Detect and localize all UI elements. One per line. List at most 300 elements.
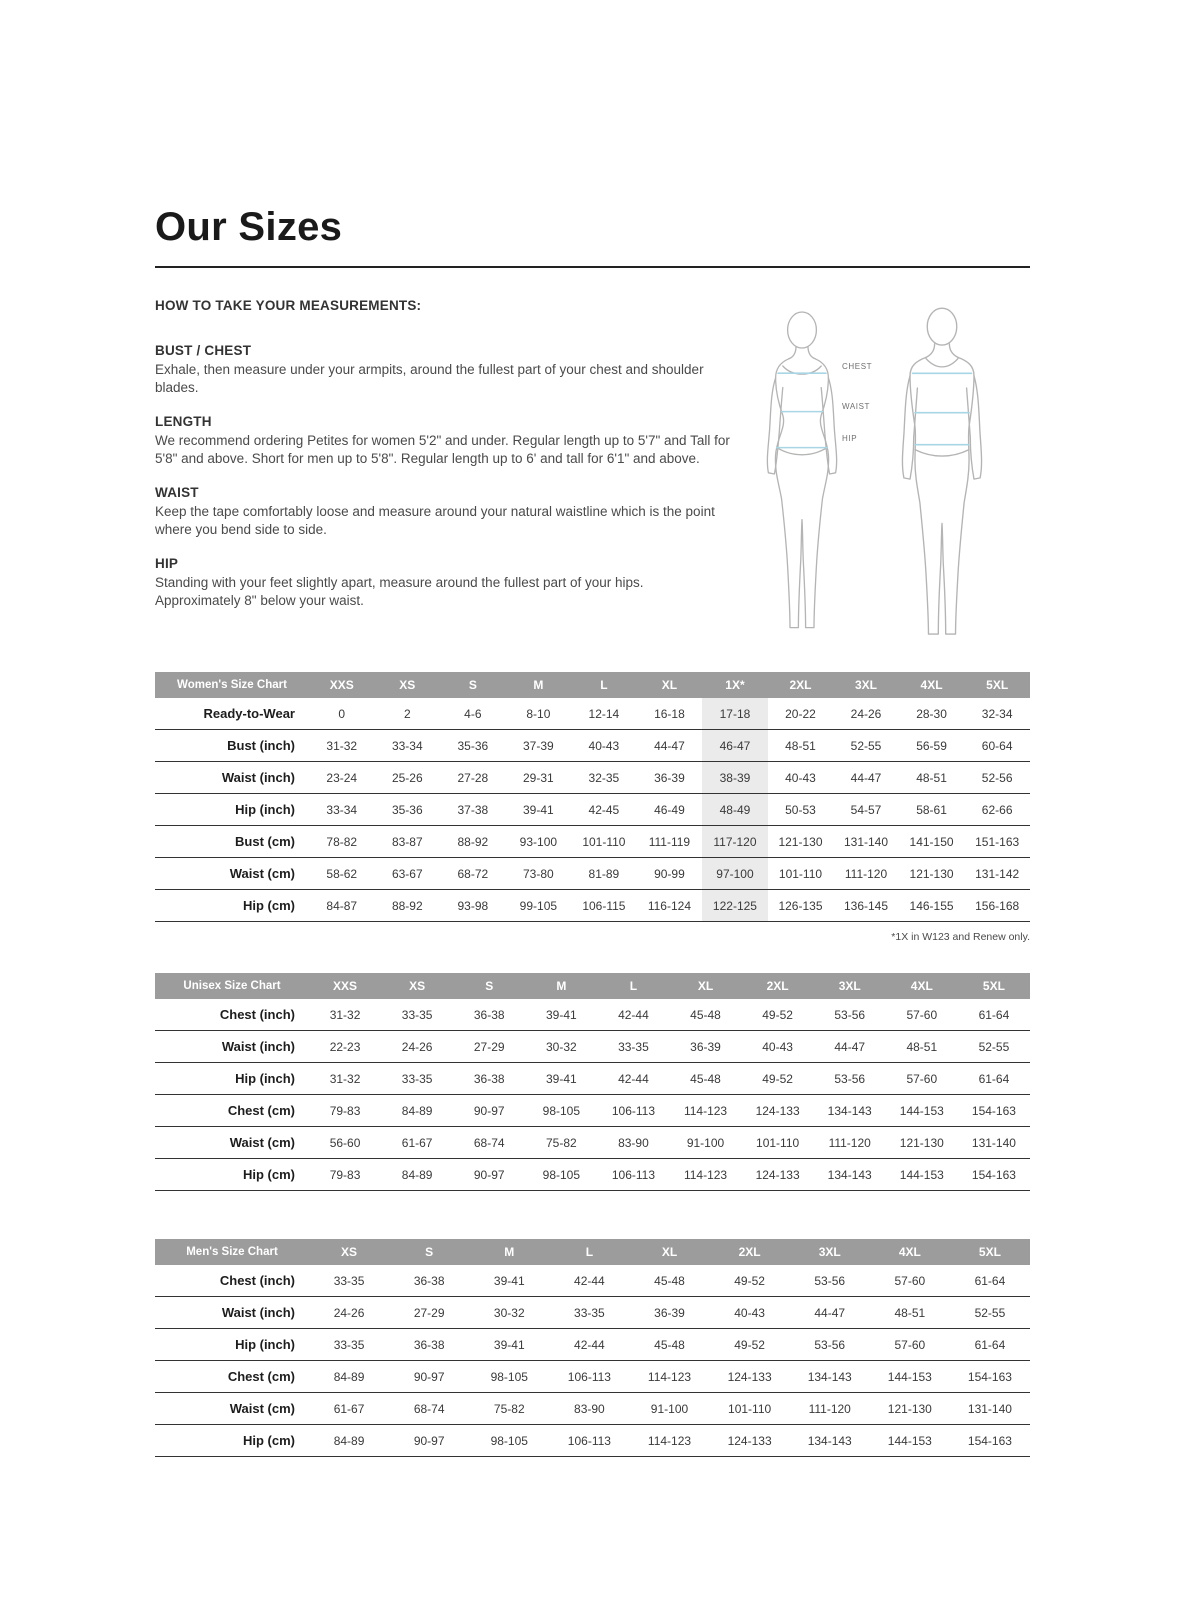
size-cell: 97-100: [702, 858, 768, 890]
mens-size-chart-section: [155, 1239, 1030, 1457]
measurement-section: [155, 414, 730, 468]
size-cell: 134-143: [807, 1433, 852, 1448]
size-cell: 22-23: [329, 1039, 361, 1054]
size-column-header: XL: [669, 973, 741, 999]
table-row: [155, 1265, 1030, 1297]
size-column-header: XS: [381, 973, 453, 999]
size-cell: 62-66: [981, 802, 1013, 817]
size-cell: 121-130: [899, 1135, 944, 1150]
size-cell: 40-43: [734, 1305, 765, 1320]
size-cell: 35-36: [391, 802, 423, 817]
row-label: Hip (inch): [235, 1071, 295, 1086]
instructions-list: [155, 343, 730, 610]
size-cell: 144-153: [887, 1433, 932, 1448]
table-row: [155, 730, 1030, 762]
size-cell: 49-52: [734, 1273, 765, 1288]
size-cell: 30-32: [545, 1039, 577, 1054]
size-cell: 111-120: [844, 866, 888, 881]
size-cell: 45-48: [654, 1273, 685, 1288]
size-cell: 17-18: [702, 698, 768, 730]
size-column-header: M: [506, 672, 572, 698]
hip-label: HIP: [842, 434, 858, 443]
female-figure-outline: [767, 312, 836, 628]
size-cell: 116-124: [647, 898, 691, 913]
row-label: Chest (cm): [227, 1369, 295, 1384]
size-cell: 121-130: [887, 1401, 932, 1416]
size-cell: 84-87: [326, 898, 358, 913]
size-cell: 121-130: [909, 866, 954, 881]
size-cell: 50-53: [785, 802, 816, 817]
size-cell: 48-51: [906, 1039, 938, 1054]
measurement-intro-section: [155, 298, 1030, 650]
size-column-header: 3XL: [833, 672, 899, 698]
size-cell: 106-115: [582, 898, 626, 913]
size-column-header: L: [549, 1239, 629, 1265]
size-cell: 146-155: [909, 898, 954, 913]
size-cell: 90-97: [473, 1167, 505, 1182]
size-cell: 101-110: [778, 866, 823, 881]
size-cell: 53-56: [814, 1337, 846, 1352]
size-column-header: 4XL: [886, 973, 958, 999]
size-cell: 98-105: [490, 1433, 528, 1448]
size-cell: 99-105: [519, 898, 558, 913]
size-cell: 40-43: [762, 1039, 793, 1054]
size-cell: 46-47: [702, 730, 768, 762]
size-cell: 37-38: [457, 802, 489, 817]
size-cell: 40-43: [785, 770, 816, 785]
table-row: [155, 999, 1030, 1031]
size-cell: 49-52: [762, 1007, 793, 1022]
unisex-size-chart-section: [155, 973, 1030, 1191]
size-cell: 58-61: [916, 802, 947, 817]
size-cell: 156-168: [975, 898, 1020, 913]
size-cell: 33-34: [391, 738, 423, 753]
measurement-section: [155, 343, 730, 397]
size-cell: 114-123: [683, 1167, 728, 1182]
size-cell: 101-110: [728, 1401, 772, 1416]
mens-size-chart-table: [155, 1239, 1030, 1457]
size-column-header: XL: [637, 672, 703, 698]
size-cell: 83-90: [618, 1135, 649, 1150]
row-label: Waist (cm): [229, 866, 295, 881]
measurement-section-title: BUST / CHEST: [155, 343, 252, 358]
row-label: Hip (cm): [243, 1433, 295, 1448]
size-cell: 79-83: [329, 1103, 361, 1118]
row-label: Bust (cm): [235, 834, 295, 849]
size-cell: 106-113: [567, 1433, 611, 1448]
row-label: Chest (cm): [227, 1103, 295, 1118]
size-column-header: 4XL: [899, 672, 965, 698]
table-title: Unisex Size Chart: [155, 973, 309, 999]
size-cell: 88-92: [457, 834, 489, 849]
row-label: Waist (inch): [221, 1305, 295, 1320]
row-label: Hip (cm): [243, 1167, 295, 1182]
size-cell: 68-74: [413, 1401, 445, 1416]
size-column-header: 2XL: [768, 672, 834, 698]
size-cell: 2: [403, 706, 411, 721]
size-cell: 49-52: [734, 1337, 765, 1352]
size-cell: 93-100: [519, 834, 558, 849]
size-cell: 90-97: [413, 1433, 445, 1448]
size-cell: 124-133: [727, 1369, 772, 1384]
size-cell: 90-97: [473, 1103, 505, 1118]
table-row: [155, 1393, 1030, 1425]
size-column-header: XL: [629, 1239, 709, 1265]
size-cell: 53-56: [834, 1071, 866, 1086]
size-cell: 75-82: [493, 1401, 525, 1416]
size-column-header: 5XL: [950, 1239, 1030, 1265]
size-cell: 42-44: [574, 1337, 605, 1352]
size-cell: 42-44: [574, 1273, 605, 1288]
size-cell: 36-38: [473, 1071, 505, 1086]
size-cell: 68-72: [457, 866, 489, 881]
size-column-header: S: [453, 973, 525, 999]
size-cell: 30-32: [493, 1305, 525, 1320]
size-cell: 83-90: [574, 1401, 605, 1416]
size-cell: 141-150: [909, 834, 954, 849]
size-cell: 25-26: [391, 770, 423, 785]
row-label: Hip (inch): [235, 802, 295, 817]
measurement-section-text: Keep the tape comfortably loose and measure around your natural waistline which is the point where you bend side to side.: [155, 503, 715, 537]
size-cell: 111-120: [828, 1135, 871, 1150]
size-cell: 20-22: [785, 706, 816, 721]
row-label: Chest (inch): [219, 1273, 295, 1288]
size-cell: 131-140: [967, 1401, 1012, 1416]
row-label: Ready-to-Wear: [203, 706, 295, 721]
table-row: [155, 762, 1030, 794]
size-cell: 91-100: [650, 1401, 689, 1416]
row-label: Waist (cm): [229, 1135, 295, 1150]
size-cell: 60-64: [981, 738, 1013, 753]
size-cell: 114-123: [647, 1369, 692, 1384]
size-cell: 106-113: [567, 1369, 611, 1384]
size-cell: 106-113: [611, 1167, 655, 1182]
size-cell: 42-44: [618, 1007, 649, 1022]
size-column-header: XXS: [309, 973, 381, 999]
size-cell: 81-89: [588, 866, 620, 881]
size-cell: 48-49: [702, 794, 768, 826]
size-cell: 90-97: [413, 1369, 445, 1384]
size-cell: 61-64: [978, 1071, 1010, 1086]
size-cell: 48-51: [785, 738, 816, 753]
size-cell: 154-163: [971, 1167, 1016, 1182]
table-row: [155, 1159, 1030, 1191]
size-cell: 33-35: [333, 1337, 365, 1352]
size-cell: 58-62: [326, 866, 358, 881]
row-label: Chest (inch): [219, 1007, 295, 1022]
size-cell: 114-123: [647, 1433, 692, 1448]
size-cell: 39-41: [545, 1071, 577, 1086]
size-cell: 154-163: [967, 1433, 1012, 1448]
size-column-header: S: [440, 672, 506, 698]
size-cell: 24-26: [401, 1039, 433, 1054]
size-cell: 111-119: [648, 834, 691, 849]
size-cell: 38-39: [702, 762, 768, 794]
waist-label: WAIST: [842, 402, 871, 411]
size-cell: 33-35: [401, 1007, 433, 1022]
size-cell: 33-35: [574, 1305, 605, 1320]
size-column-header: XXS: [309, 672, 375, 698]
womens-chart-footnote: *1X in W123 and Renew only.: [891, 931, 1030, 943]
size-cell: 134-143: [827, 1103, 872, 1118]
size-cell: 12-14: [588, 706, 620, 721]
size-cell: 31-32: [326, 738, 358, 753]
size-column-header: XS: [309, 1239, 389, 1265]
body-figures-illustration: [730, 300, 1030, 650]
size-cell: 54-57: [850, 802, 882, 817]
row-label: Waist (inch): [221, 1039, 295, 1054]
size-column-header: 5XL: [958, 973, 1030, 999]
size-cell: 45-48: [690, 1071, 721, 1086]
size-cell: 33-35: [333, 1273, 365, 1288]
size-cell: 93-98: [457, 898, 489, 913]
body-measurement-diagram: [730, 300, 1030, 650]
size-cell: 24-26: [850, 706, 882, 721]
size-cell: 57-60: [894, 1337, 926, 1352]
table-row: [155, 1297, 1030, 1329]
size-cell: 56-60: [329, 1135, 361, 1150]
size-guide-page: [155, 0, 1030, 1457]
size-cell: 32-34: [981, 706, 1013, 721]
womens-size-chart-section: [155, 672, 1030, 943]
table-row: [155, 858, 1030, 890]
size-cell: 84-89: [401, 1167, 433, 1182]
table-row: [155, 1127, 1030, 1159]
size-cell: 79-83: [329, 1167, 361, 1182]
size-cell: 52-55: [850, 738, 882, 753]
size-cell: 40-43: [588, 738, 620, 753]
size-cell: 33-34: [326, 802, 358, 817]
size-cell: 106-113: [611, 1103, 655, 1118]
table-header-row: [155, 672, 1030, 698]
size-cell: 63-67: [391, 866, 423, 881]
size-cell: 73-80: [523, 866, 554, 881]
size-column-header: L: [597, 973, 669, 999]
size-cell: 52-56: [981, 770, 1013, 785]
size-cell: 136-145: [843, 898, 889, 913]
size-cell: 32-35: [588, 770, 620, 785]
size-cell: 52-55: [978, 1039, 1010, 1054]
size-cell: 57-60: [894, 1273, 926, 1288]
size-cell: 16-18: [654, 706, 685, 721]
size-cell: 154-163: [971, 1103, 1016, 1118]
measurement-section-title: LENGTH: [155, 413, 212, 429]
size-cell: 44-47: [850, 770, 882, 785]
size-column-header: M: [469, 1239, 549, 1265]
size-cell: 29-31: [523, 770, 554, 785]
size-cell: 88-92: [391, 898, 423, 913]
measurement-section: [155, 556, 730, 610]
table-header-row: [155, 973, 1030, 999]
size-cell: 144-153: [887, 1369, 932, 1384]
title-divider: [155, 266, 1030, 268]
size-cell: 75-82: [545, 1135, 577, 1150]
size-cell: 91-100: [686, 1135, 725, 1150]
table-row: [155, 1063, 1030, 1095]
male-measure-lines: [912, 373, 971, 444]
size-column-header: 2XL: [742, 973, 814, 999]
size-cell: 98-105: [542, 1103, 581, 1118]
size-cell: 121-130: [778, 834, 823, 849]
size-cell: 151-163: [975, 834, 1020, 849]
row-label: Waist (inch): [221, 770, 295, 785]
size-cell: 57-60: [906, 1007, 938, 1022]
table-row: [155, 1361, 1030, 1393]
table-row: [155, 698, 1030, 730]
size-cell: 101-110: [582, 834, 626, 849]
table-title: Women's Size Chart: [155, 672, 309, 698]
size-cell: 39-41: [523, 802, 554, 817]
size-cell: 126-135: [778, 898, 823, 913]
size-cell: 36-39: [690, 1039, 721, 1054]
table-row: [155, 1031, 1030, 1063]
size-cell: 27-28: [457, 770, 489, 785]
size-cell: 131-142: [975, 866, 1020, 881]
measurement-section-text: Standing with your feet slightly apart, measure around the fullest part of your hips. Approximately 8" below your waist.: [155, 574, 644, 608]
size-cell: 61-67: [333, 1401, 365, 1416]
size-cell: 101-110: [756, 1135, 800, 1150]
size-cell: 28-30: [916, 706, 947, 721]
size-cell: 33-35: [618, 1039, 649, 1054]
measurement-section-text: We recommend ordering Petites for women 5'2" and under. Regular length up to 5'7" and Tall for 5'8" and above. Short for men up to 5'8". Regular length up to 6' and tall for 6'1" and above.: [155, 432, 730, 466]
size-cell: 0: [338, 706, 346, 721]
size-cell: 144-153: [899, 1167, 944, 1182]
table-row: [155, 1329, 1030, 1361]
size-cell: 36-38: [413, 1337, 445, 1352]
size-cell: 39-41: [493, 1337, 525, 1352]
measurement-section-title: WAIST: [155, 484, 199, 500]
size-cell: 61-64: [974, 1273, 1006, 1288]
table-row: [155, 826, 1030, 858]
size-cell: 78-82: [326, 834, 358, 849]
size-cell: 68-74: [473, 1135, 505, 1150]
size-cell: 114-123: [683, 1103, 728, 1118]
size-cell: 24-26: [333, 1305, 365, 1320]
page-title: Our Sizes: [155, 205, 343, 249]
size-cell: 36-38: [413, 1273, 445, 1288]
size-column-header: M: [525, 973, 597, 999]
measurement-section-text: Exhale, then measure under your armpits, around the fullest part of your chest and shoulder blades.: [155, 362, 704, 395]
size-cell: 42-45: [588, 802, 620, 817]
size-cell: 57-60: [906, 1071, 938, 1086]
size-cell: 42-44: [618, 1071, 649, 1086]
size-cell: 134-143: [807, 1369, 852, 1384]
size-cell: 98-105: [542, 1167, 581, 1182]
size-cell: 35-36: [457, 738, 489, 753]
size-cell: 61-64: [974, 1337, 1006, 1352]
size-cell: 31-32: [329, 1071, 361, 1086]
table-row: [155, 1095, 1030, 1127]
size-cell: 44-47: [654, 738, 685, 753]
size-cell: 83-87: [391, 834, 423, 849]
size-column-header: L: [571, 672, 637, 698]
size-cell: 45-48: [690, 1007, 721, 1022]
row-label: Hip (cm): [243, 898, 295, 913]
size-cell: 23-24: [326, 770, 358, 785]
chest-label: CHEST: [842, 362, 873, 371]
size-cell: 131-140: [843, 834, 889, 849]
size-cell: 111-120: [808, 1401, 851, 1416]
row-label: Bust (inch): [227, 738, 295, 753]
size-cell: 56-59: [916, 738, 947, 753]
measurement-section-title: HIP: [155, 555, 179, 571]
size-cell: 98-105: [490, 1369, 528, 1384]
size-cell: 144-153: [899, 1103, 944, 1118]
row-label: Waist (cm): [229, 1401, 295, 1416]
measurement-section: [155, 485, 730, 539]
size-cell: 31-32: [329, 1007, 361, 1022]
size-cell: 36-39: [654, 1305, 685, 1320]
size-cell: 53-56: [834, 1007, 866, 1022]
size-cell: 44-47: [814, 1305, 846, 1320]
size-column-header: 3XL: [814, 973, 886, 999]
size-cell: 39-41: [493, 1273, 525, 1288]
size-cell: 49-52: [762, 1071, 793, 1086]
size-cell: 36-38: [473, 1007, 505, 1022]
size-cell: 45-48: [654, 1337, 685, 1352]
table-title: Men's Size Chart: [155, 1239, 309, 1265]
size-cell: 154-163: [967, 1369, 1012, 1384]
size-cell: 134-143: [827, 1167, 872, 1182]
table-row: [155, 794, 1030, 826]
size-cell: 52-55: [974, 1305, 1006, 1320]
size-cell: 44-47: [834, 1039, 866, 1054]
size-cell: 124-133: [755, 1103, 800, 1118]
size-cell: 27-29: [413, 1305, 445, 1320]
size-column-header: 5XL: [964, 672, 1030, 698]
size-cell: 124-133: [755, 1167, 800, 1182]
measurement-instructions: [155, 298, 730, 627]
size-cell: 46-49: [654, 802, 685, 817]
table-row: [155, 1425, 1030, 1457]
size-cell: 84-89: [333, 1369, 365, 1384]
size-cell: 48-51: [916, 770, 947, 785]
unisex-size-chart-table: [155, 973, 1030, 1191]
size-cell: 27-29: [473, 1039, 505, 1054]
size-cell: 33-35: [401, 1071, 433, 1086]
size-column-header: S: [389, 1239, 469, 1265]
size-cell: 131-140: [971, 1135, 1016, 1150]
table-header-row: [155, 1239, 1030, 1265]
size-column-header: 2XL: [710, 1239, 790, 1265]
size-cell: 39-41: [545, 1007, 577, 1022]
size-column-header: XS: [375, 672, 441, 698]
size-cell: 90-99: [654, 866, 685, 881]
instructions-heading: HOW TO TAKE YOUR MEASUREMENTS:: [155, 298, 422, 313]
size-cell: 53-56: [814, 1273, 846, 1288]
row-label: Hip (inch): [235, 1337, 295, 1352]
male-figure-outline: [902, 308, 981, 634]
female-measure-lines: [777, 373, 827, 447]
size-cell: 122-125: [702, 890, 768, 922]
size-cell: 61-67: [401, 1135, 433, 1150]
size-cell: 84-89: [401, 1103, 433, 1118]
size-column-header: 1X*: [702, 672, 768, 698]
size-cell: 61-64: [978, 1007, 1010, 1022]
womens-size-chart-table: [155, 672, 1030, 922]
size-cell: 117-120: [702, 826, 768, 858]
size-column-header: 3XL: [790, 1239, 870, 1265]
size-cell: 4-6: [464, 706, 482, 721]
size-cell: 84-89: [333, 1433, 365, 1448]
size-column-header: 4XL: [870, 1239, 950, 1265]
size-cell: 36-39: [654, 770, 685, 785]
size-cell: 8-10: [526, 706, 551, 721]
size-cell: 48-51: [894, 1305, 926, 1320]
size-cell: 124-133: [727, 1433, 772, 1448]
size-cell: 37-39: [523, 738, 554, 753]
table-row: [155, 890, 1030, 922]
